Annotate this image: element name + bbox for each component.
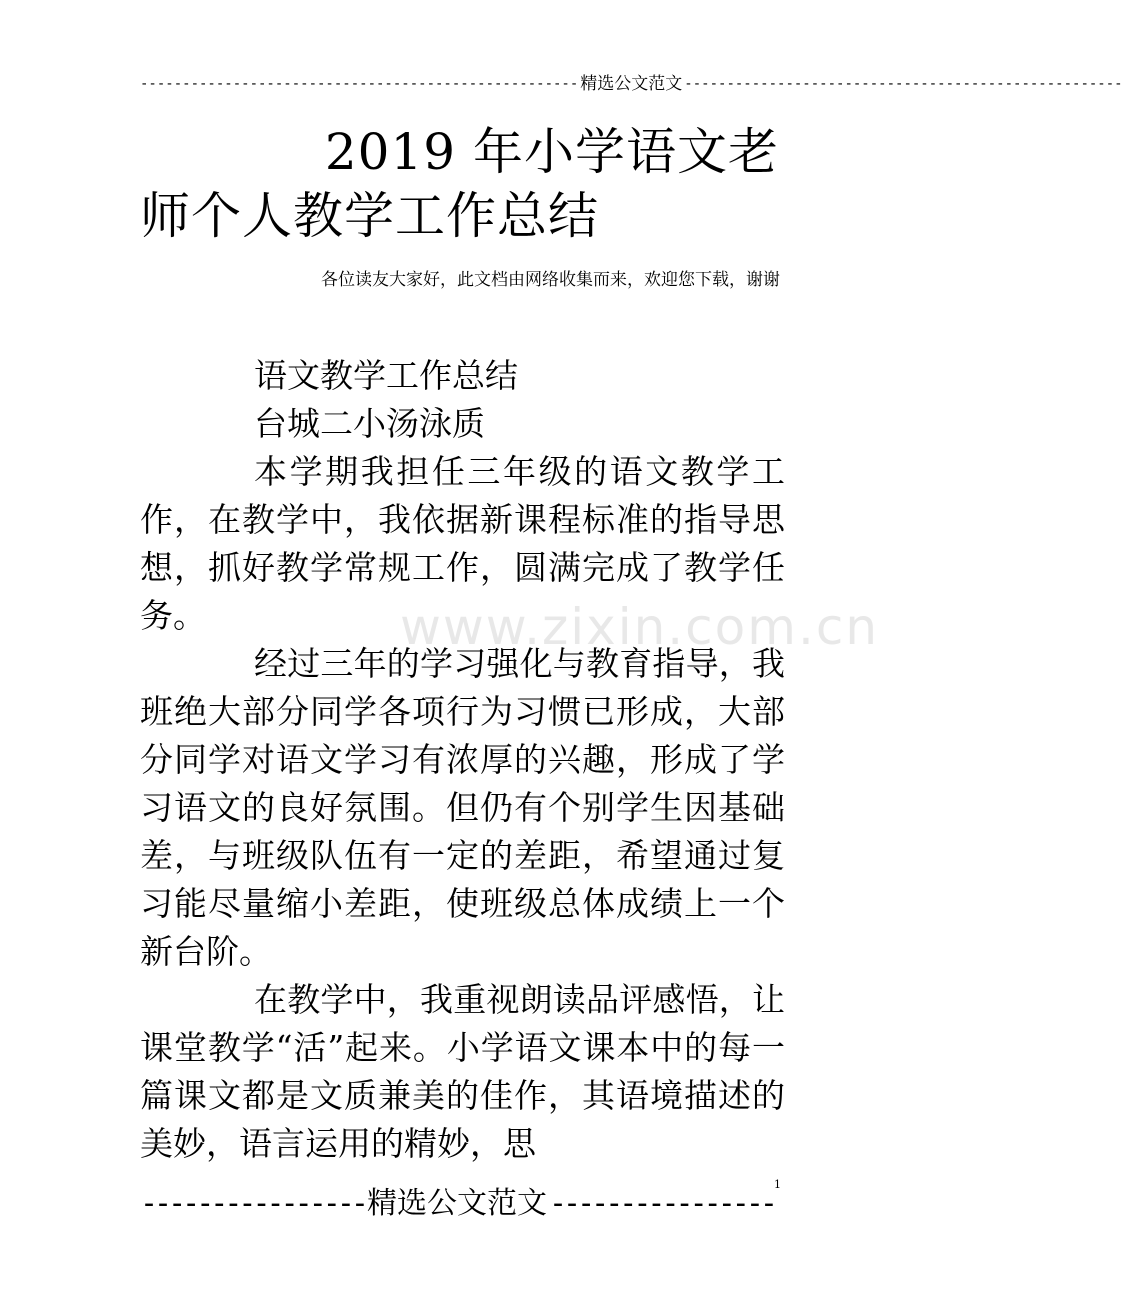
document-title xyxy=(140,120,785,248)
page-footer xyxy=(140,1184,774,1224)
watermark: www.zixin.com.cn xyxy=(400,598,880,656)
paragraph: 本学期我担任三年级的语文教学工作，在教学中，我依据新课程标准的指导思想，抓好教学常规工作，圆满完成了教学任务。 xyxy=(140,452,785,635)
title-line-1: 2019 年小学语文老 xyxy=(324,123,779,181)
page-header xyxy=(140,72,1123,96)
footer-dashes-right: ---------------- xyxy=(548,1186,774,1221)
download-notice: 各位读友大家好，此文档由网络收集而来，欢迎您下载，谢谢 xyxy=(321,270,780,290)
section-heading: 语文教学工作总结 xyxy=(254,356,518,395)
document-body xyxy=(140,352,785,1168)
paragraph: 经过三年的学习强化与教育指导，我班绝大部分同学各项行为习惯已形成，大部分同学对语文学习有浓厚的兴趣，形成了学习语文的良好氛围。但仍有个别学生因基础差，与班级队伍有一定的差距，希望通过复习能尽量缩小差距，使班级总体成绩上一个新台阶。 xyxy=(140,644,785,971)
paragraph: 在教学中，我重视朗读品评感悟，让课堂教学“活”起来。小学语文课本中的每一篇课文都是文质兼美的佳作，其语境描述的美妙，语言运用的精妙，思 xyxy=(140,980,785,1163)
header-dashes-right: ---------------------------------------------------- xyxy=(684,76,1123,92)
page-number: 1 xyxy=(774,1178,781,1191)
header-dashes-left: ---------------------------------------------------- xyxy=(140,76,579,92)
footer-text: 精选公文范文 xyxy=(366,1186,547,1221)
header-text: 精选公文范文 xyxy=(580,74,683,94)
title-line-2: 师个人教学工作总结 xyxy=(140,187,599,245)
author-line: 台城二小汤泳质 xyxy=(254,404,485,443)
footer-dashes-left: ---------------- xyxy=(140,1186,365,1221)
